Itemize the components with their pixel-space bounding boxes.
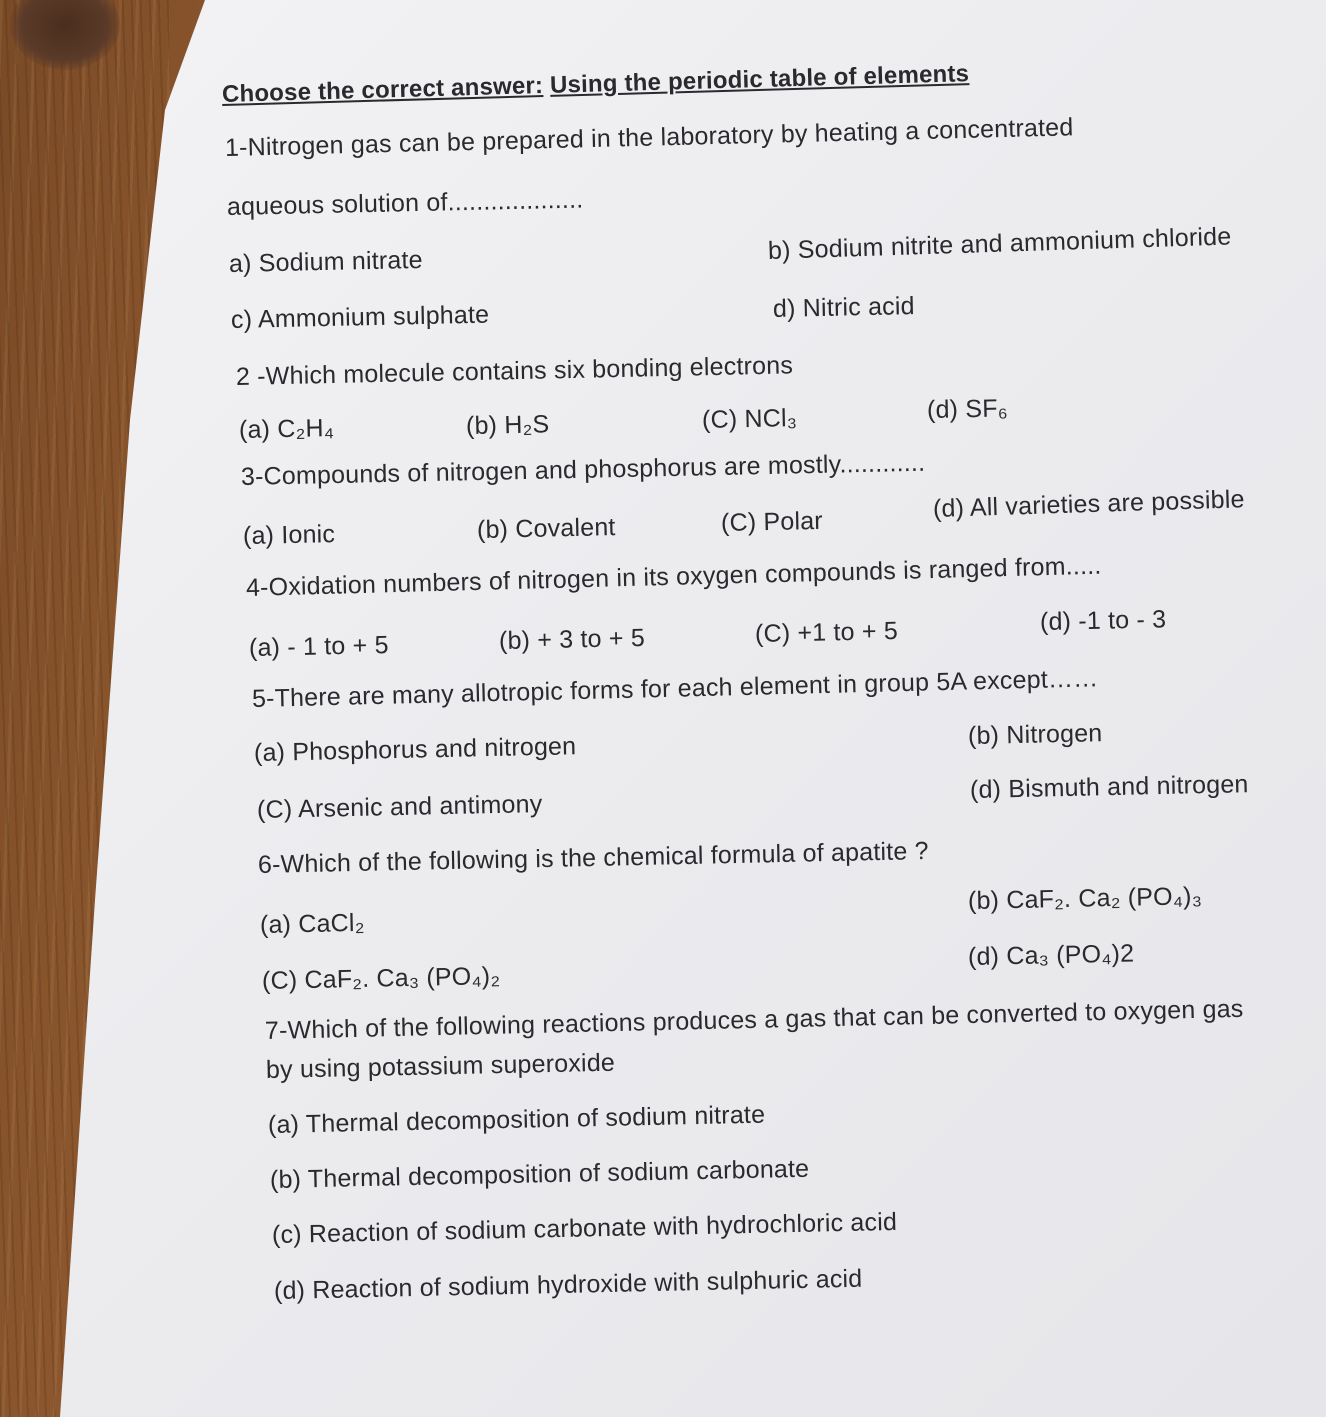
- q3-text: 3-Compounds of nitrogen and phosphorus are mostly............: [240, 448, 926, 491]
- q6-text: 6-Which of the following is the chemical formula of apatite ?: [257, 836, 930, 879]
- q4-option-d: (d) -1 to - 3: [1039, 605, 1167, 636]
- q1-option-c: c) Ammonium sulphate: [230, 300, 490, 334]
- q7-text-line1: 7-Which of the following reactions produces a gas that can be converted to oxygen gas: [264, 994, 1244, 1045]
- q6-option-b: (b) CaF₂. Ca₂ (PO₄)₃: [967, 882, 1203, 915]
- q2-text: 2 -Which molecule contains six bonding electrons: [235, 351, 794, 391]
- q4-option-a: (a) - 1 to + 5: [248, 631, 389, 662]
- q5-option-b: (b) Nitrogen: [967, 719, 1103, 750]
- q1-text-line1: 1-Nitrogen gas can be prepared in the laboratory by heating a concentrated: [224, 113, 1074, 162]
- q3-option-c: (C) Polar: [720, 506, 824, 537]
- q5-option-d: (d) Bismuth and nitrogen: [969, 770, 1249, 804]
- q2-option-d: (d) SF₆: [926, 394, 1009, 424]
- q6-option-c: (C) CaF₂. Ca₃ (PO₄)₂: [261, 962, 501, 995]
- title-prefix: Choose the correct answer:: [221, 72, 544, 108]
- q6-option-d: (d) Ca₃ (PO₄)2: [967, 939, 1135, 971]
- q2-option-c: (C) NCl₃: [701, 404, 798, 434]
- q7-text-line2: by using potassium superoxide: [265, 1048, 616, 1084]
- q5-option-a: (a) Phosphorus and nitrogen: [253, 732, 577, 767]
- q3-option-a: (a) Ionic: [242, 520, 336, 550]
- q1-option-a: a) Sodium nitrate: [228, 245, 424, 278]
- title-topic: Using the periodic table of elements: [549, 60, 970, 99]
- q5-option-c: (C) Arsenic and antimony: [256, 790, 543, 824]
- q2-option-b: (b) H₂S: [465, 410, 550, 440]
- worksheet-title: [222, 59, 970, 110]
- q1-option-d: d) Nitric acid: [772, 292, 915, 323]
- q5-text: 5-There are many allotropic forms for each element in group 5A except……: [251, 664, 1099, 713]
- q7-option-c: (c) Reaction of sodium carbonate with hydrochloric acid: [271, 1207, 898, 1249]
- q4-option-b: (b) + 3 to + 5: [498, 623, 646, 655]
- q6-option-a: (a) CaCl₂: [259, 908, 365, 939]
- q3-option-b: (b) Covalent: [476, 513, 616, 544]
- q4-text: 4-Oxidation numbers of nitrogen in its oxygen compounds is ranged from.....: [245, 551, 1102, 602]
- q1-option-b: b) Sodium nitrite and ammonium chloride: [767, 222, 1232, 265]
- q1-text-line2: aqueous solution of...................: [226, 185, 584, 221]
- q7-option-b: (b) Thermal decomposition of sodium carbonate: [269, 1154, 810, 1194]
- q7-option-d: (d) Reaction of sodium hydroxide with sulphuric acid: [273, 1264, 863, 1305]
- q2-option-a: (a) C₂H₄: [238, 414, 335, 444]
- q3-option-d: (d) All varieties are possible: [932, 485, 1245, 523]
- q4-option-c: (C) +1 to + 5: [754, 617, 899, 648]
- q7-option-a: (a) Thermal decomposition of sodium nitrate: [267, 1100, 766, 1139]
